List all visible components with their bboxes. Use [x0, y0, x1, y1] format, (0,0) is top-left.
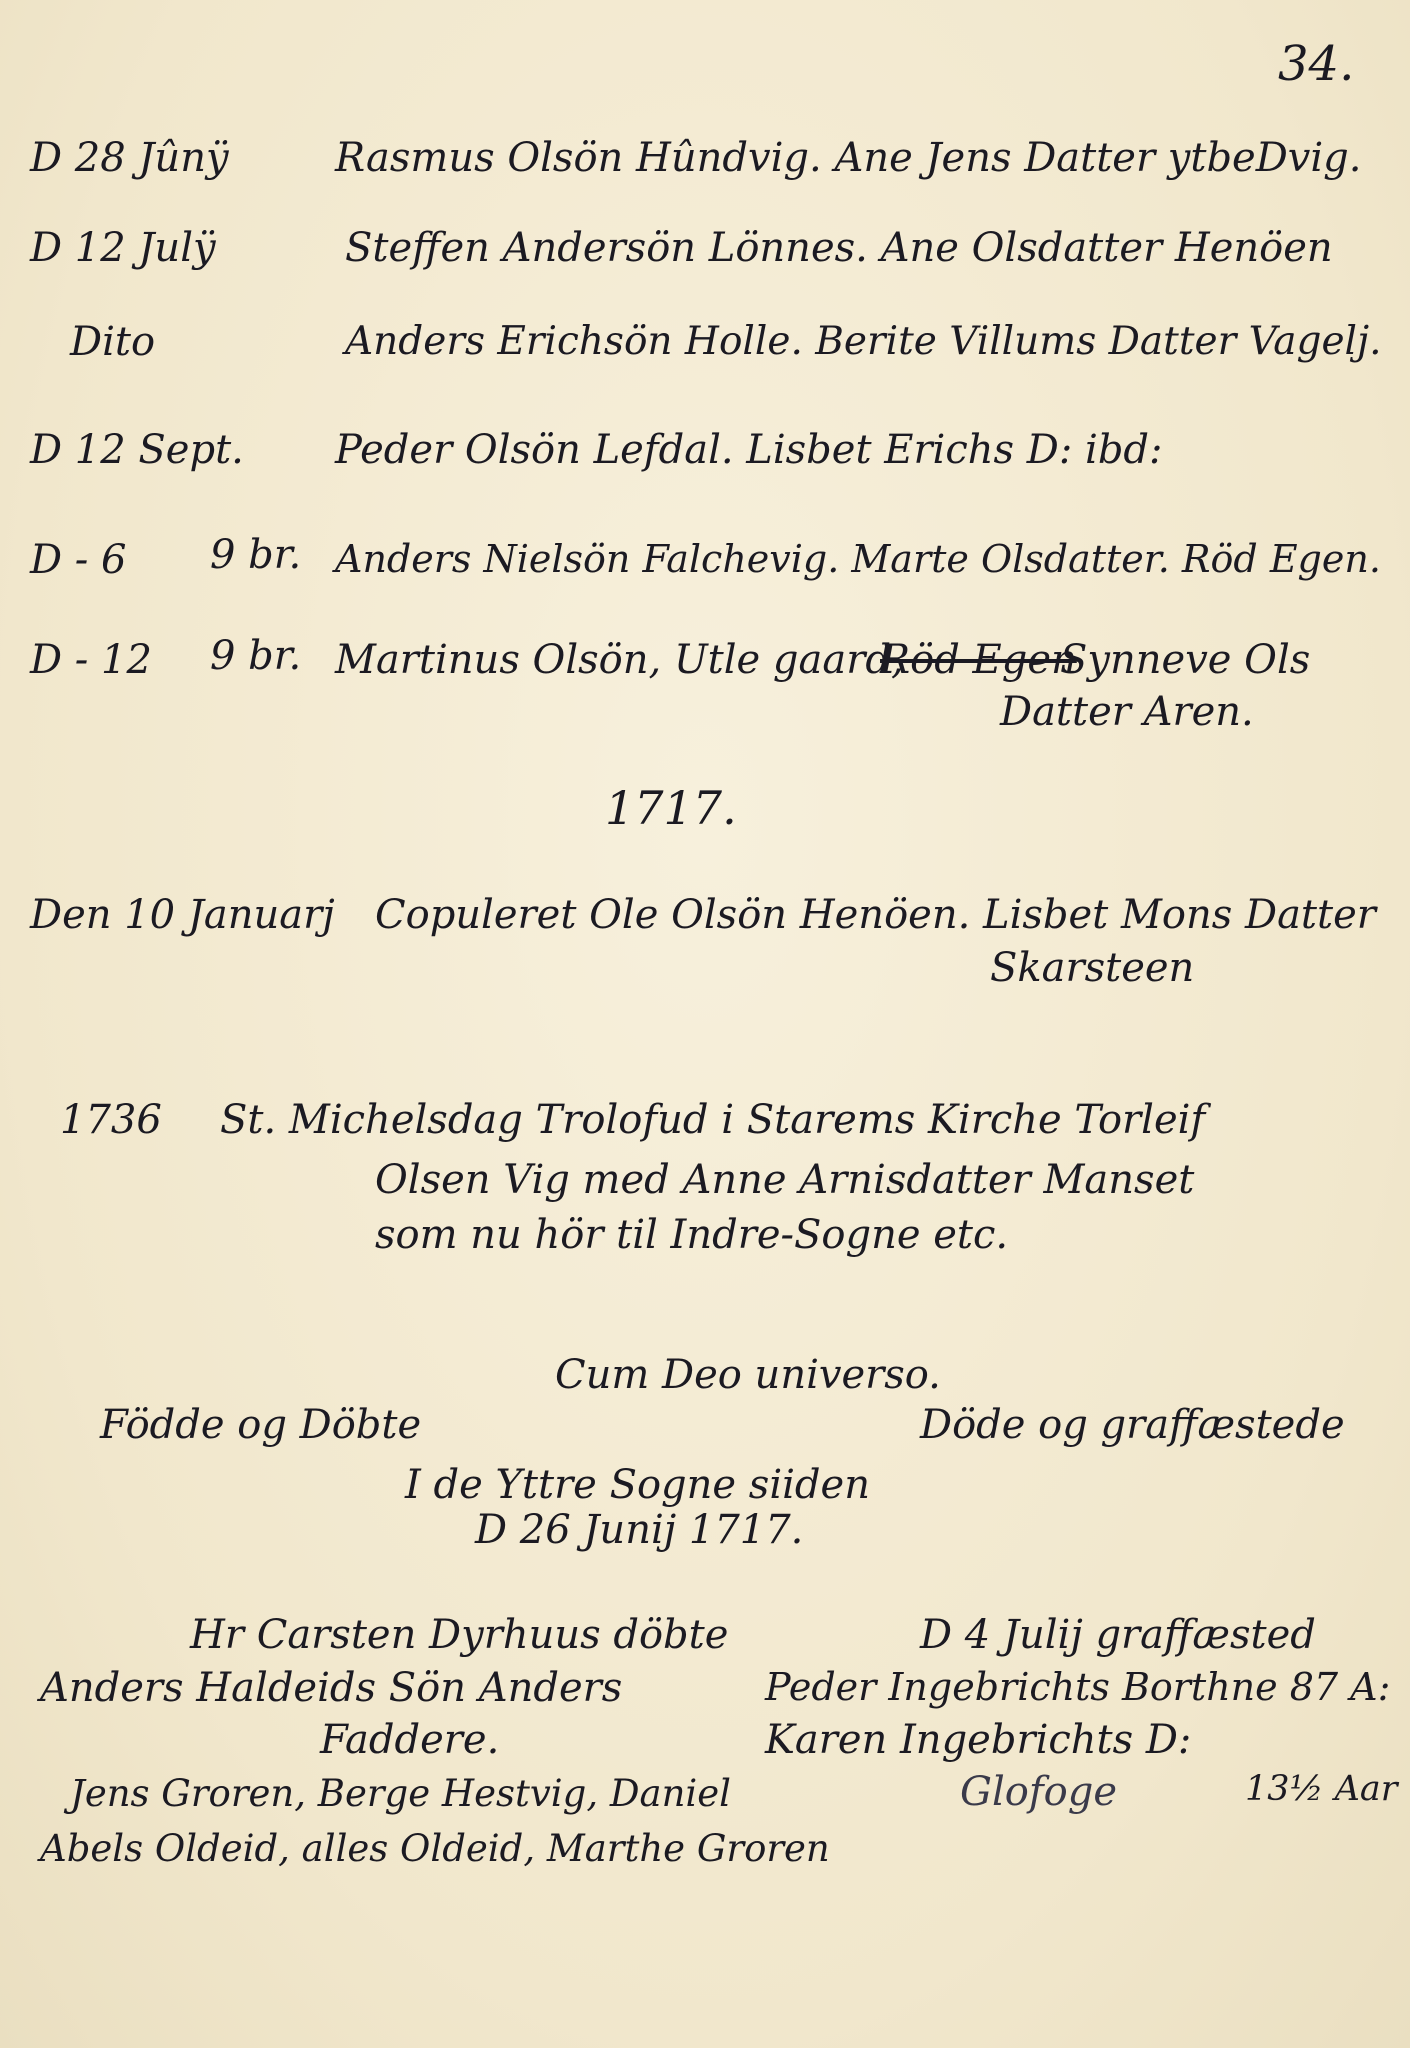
entry-2-text: Steffen Andersön Lönnes. Ane Olsdatter Henöen [345, 225, 1333, 271]
trolovelse-line-1: St. Michelsdag Trolofud i Starems Kirche Torleif [220, 1097, 1206, 1143]
trolovelse-line-2: Olsen Vig med Anne Arnisdatter Manset [375, 1157, 1195, 1203]
entry-6-text: Martinus Olsön, Utle gaard, [335, 637, 904, 683]
baptism-line-3: Faddere. [320, 1717, 500, 1763]
entry-6-note: 9 br. [210, 633, 302, 679]
entry-1-text: Rasmus Olsön Hûndvig. Ane Jens Datter ytbeDvig. [335, 135, 1362, 181]
burial-line-4: Glofoge [960, 1769, 1117, 1815]
cum-deo-heading: Cum Deo universo. [555, 1352, 941, 1398]
entry-6-struck-text: Röd Egen [880, 637, 1077, 683]
page-number: 34. [1278, 36, 1355, 92]
baptism-line-4: Jens Groren, Berge Hestvig, Daniel [70, 1772, 731, 1815]
entry-4-text: Peder Olsön Lefdal. Lisbet Erichs D: ibd: [335, 427, 1163, 473]
baptism-line-5: Abels Oldeid, alles Oldeid, Marthe Groren [40, 1827, 830, 1870]
entry-6-text-wrap: Datter Aren. [1000, 689, 1254, 735]
sub-heading-2: D 26 Junij 1717. [475, 1507, 804, 1553]
burial-line-5: 13½ Aar [1245, 1769, 1398, 1809]
entry-3-date: Dito [70, 319, 156, 365]
left-column-heading: Födde og Döbte [100, 1402, 422, 1448]
entry-4-date: D 12 Sept. [30, 427, 244, 473]
burial-line-2: Peder Ingebrichts Borthne 87 A: [765, 1665, 1391, 1709]
baptism-line-1: Hr Carsten Dyrhuus döbte [190, 1612, 729, 1658]
burial-line-1: D 4 Julij graffæsted [920, 1612, 1316, 1658]
entry-5-date: D - 6 [30, 537, 127, 583]
entry-1-date: D 28 Jûnÿ [30, 135, 229, 181]
entry-2-date: D 12 Julÿ [30, 225, 216, 271]
entry-5-note: 9 br. [210, 532, 302, 578]
baptism-line-2: Anders Haldeids Sön Anders [40, 1665, 623, 1711]
january-text-wrap: Skarsteen [990, 945, 1195, 991]
burial-line-3: Karen Ingebrichts D: [765, 1717, 1192, 1763]
entry-3-text: Anders Erichsön Holle. Berite Villums Datter Vagelj. [345, 319, 1382, 364]
trolovelse-line-3: som nu hör til Indre-Sogne etc. [375, 1212, 1009, 1258]
entry-5-text: Anders Nielsön Falchevig. Marte Olsdatter. Röd Egen. [335, 537, 1381, 581]
january-date: Den 10 Januarj [30, 892, 335, 938]
trolovelse-year: 1736 [60, 1097, 162, 1143]
sub-heading-1: I de Yttre Sogne siiden [405, 1462, 870, 1508]
entry-6-text-continued: Synneve Ols [1060, 637, 1311, 683]
january-text: Copuleret Ole Olsön Henöen. Lisbet Mons Datter [375, 892, 1376, 938]
year-heading: 1717. [605, 781, 737, 835]
entry-6-date: D - 12 [30, 637, 152, 683]
right-column-heading: Döde og graffæstede [920, 1402, 1345, 1448]
